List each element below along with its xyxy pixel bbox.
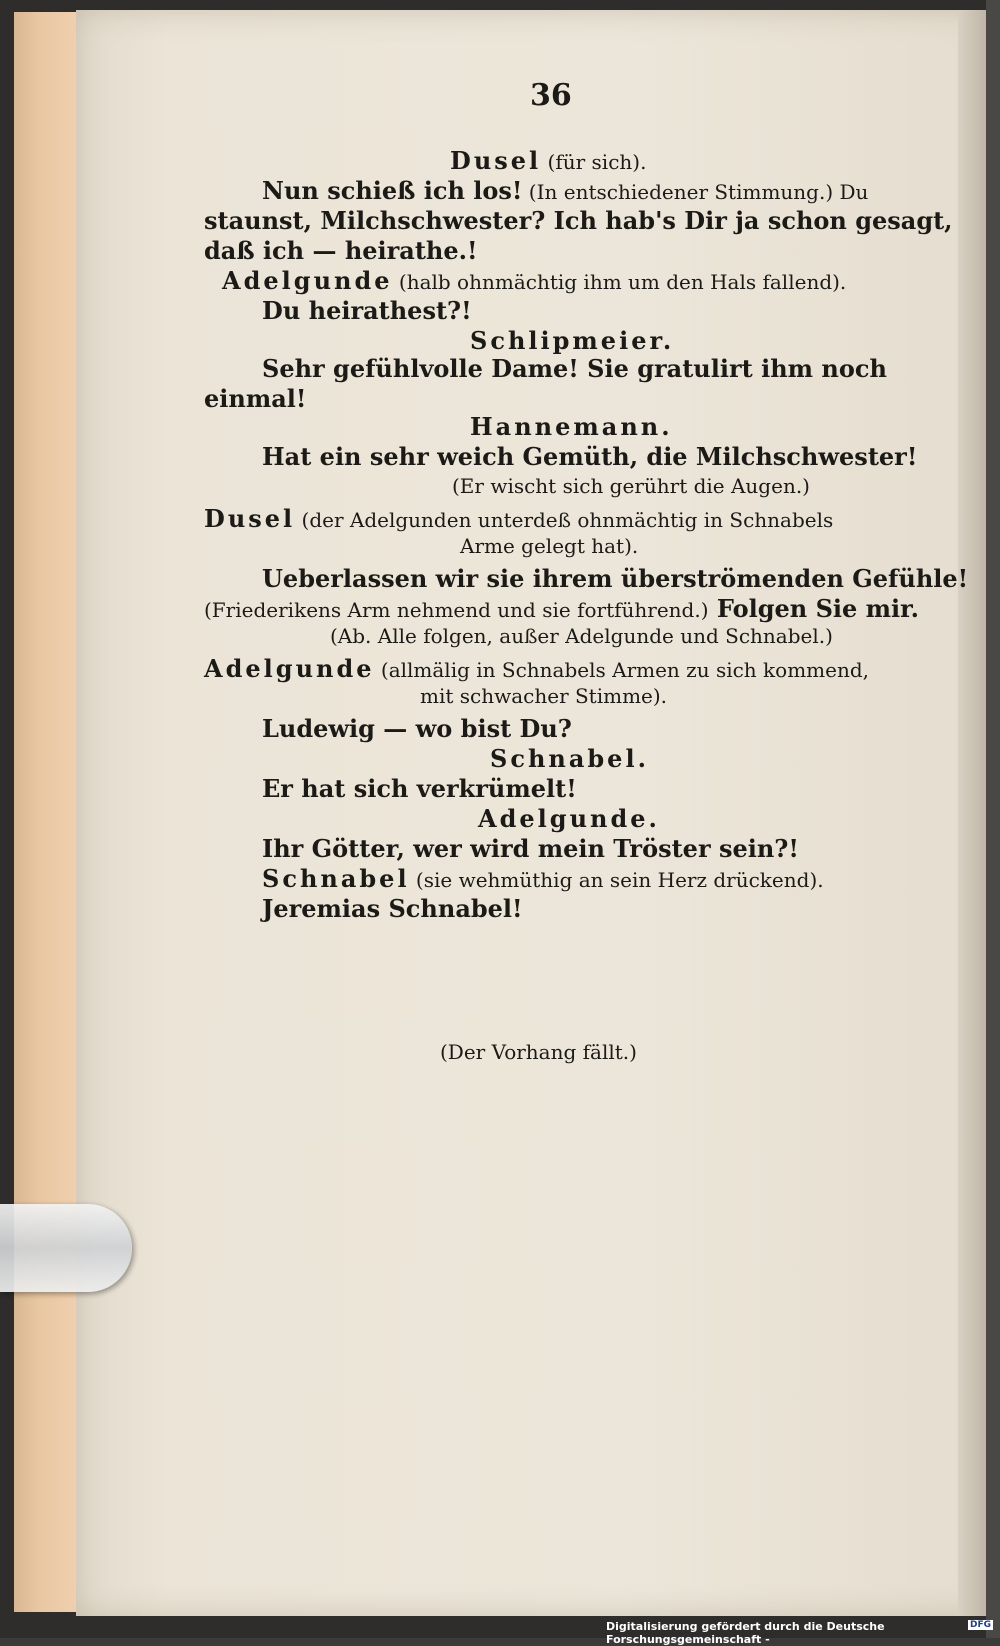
stage-direction: Arme gelegt hat). [460, 534, 639, 558]
speaker-schlipmeier: Schlipmeier. [470, 326, 675, 355]
text-line: Jeremias Schnabel! [262, 894, 523, 923]
speaker-schnabel: Schnabel. [490, 744, 649, 773]
dfg-logo: DFG [970, 1620, 992, 1630]
speaker-schnabel: Schnabel (sie wehmüthig an sein Herz drückend). [262, 864, 824, 893]
text-line: Er hat sich verkrümelt! [262, 774, 577, 803]
stage-direction: (Ab. Alle folgen, außer Adelgunde und Schnabel.) [330, 624, 833, 648]
page-number: 36 [530, 78, 572, 113]
stage-direction: (Er wischt sich gerührt die Augen.) [452, 474, 810, 498]
speaker-hannemann: Hannemann. [470, 412, 673, 441]
scan-border [986, 0, 1000, 1638]
text-line: (Friederikens Arm nehmend und sie fortführend.) Folgen Sie mir. [204, 594, 919, 623]
page-clip [0, 1204, 132, 1292]
speaker-adelgunde: Adelgunde (allmälig in Schnabels Armen zu sich kommend, [204, 654, 870, 683]
speaker-dusel: Dusel (der Adelgunden unterdeß ohnmächtig in Schnabels [204, 504, 834, 533]
speaker-adelgunde: Adelgunde (halb ohnmächtig ihm um den Hals fallend). [222, 266, 847, 295]
book-edge [14, 12, 76, 1612]
text-line: Du heirathest?! [262, 296, 472, 325]
text-line: daß ich — heirathe.! [204, 236, 478, 265]
speaker-adelgunde: Adelgunde. [478, 804, 660, 833]
stage-direction-curtain: (Der Vorhang fällt.) [440, 1040, 637, 1064]
stage-direction: mit schwacher Stimme). [420, 684, 668, 708]
text-line: Ihr Götter, wer wird mein Tröster sein?! [262, 834, 799, 863]
speaker-dusel: Dusel (für sich). [450, 146, 647, 175]
page-fold [958, 10, 986, 1616]
text-line: Hat ein sehr weich Gemüth, die Milchschwester! [262, 442, 918, 471]
text-line: staunst, Milchschwester? Ich hab's Dir ja schon gesagt, [204, 206, 953, 235]
text-line: Nun schieß ich los! (In entschiedener Stimmung.) Du [262, 176, 869, 205]
text-line: Sehr gefühlvolle Dame! Sie gratulirt ihm noch [262, 354, 887, 383]
text-line: Ludewig — wo bist Du? [262, 714, 572, 743]
digitization-credit: Digitalisierung gefördert durch die Deutsche Forschungsgemeinschaft - [606, 1620, 885, 1646]
text-line: einmal! [204, 384, 307, 413]
text-line: Ueberlassen wir sie ihrem überströmenden Gefühle! [262, 564, 969, 593]
